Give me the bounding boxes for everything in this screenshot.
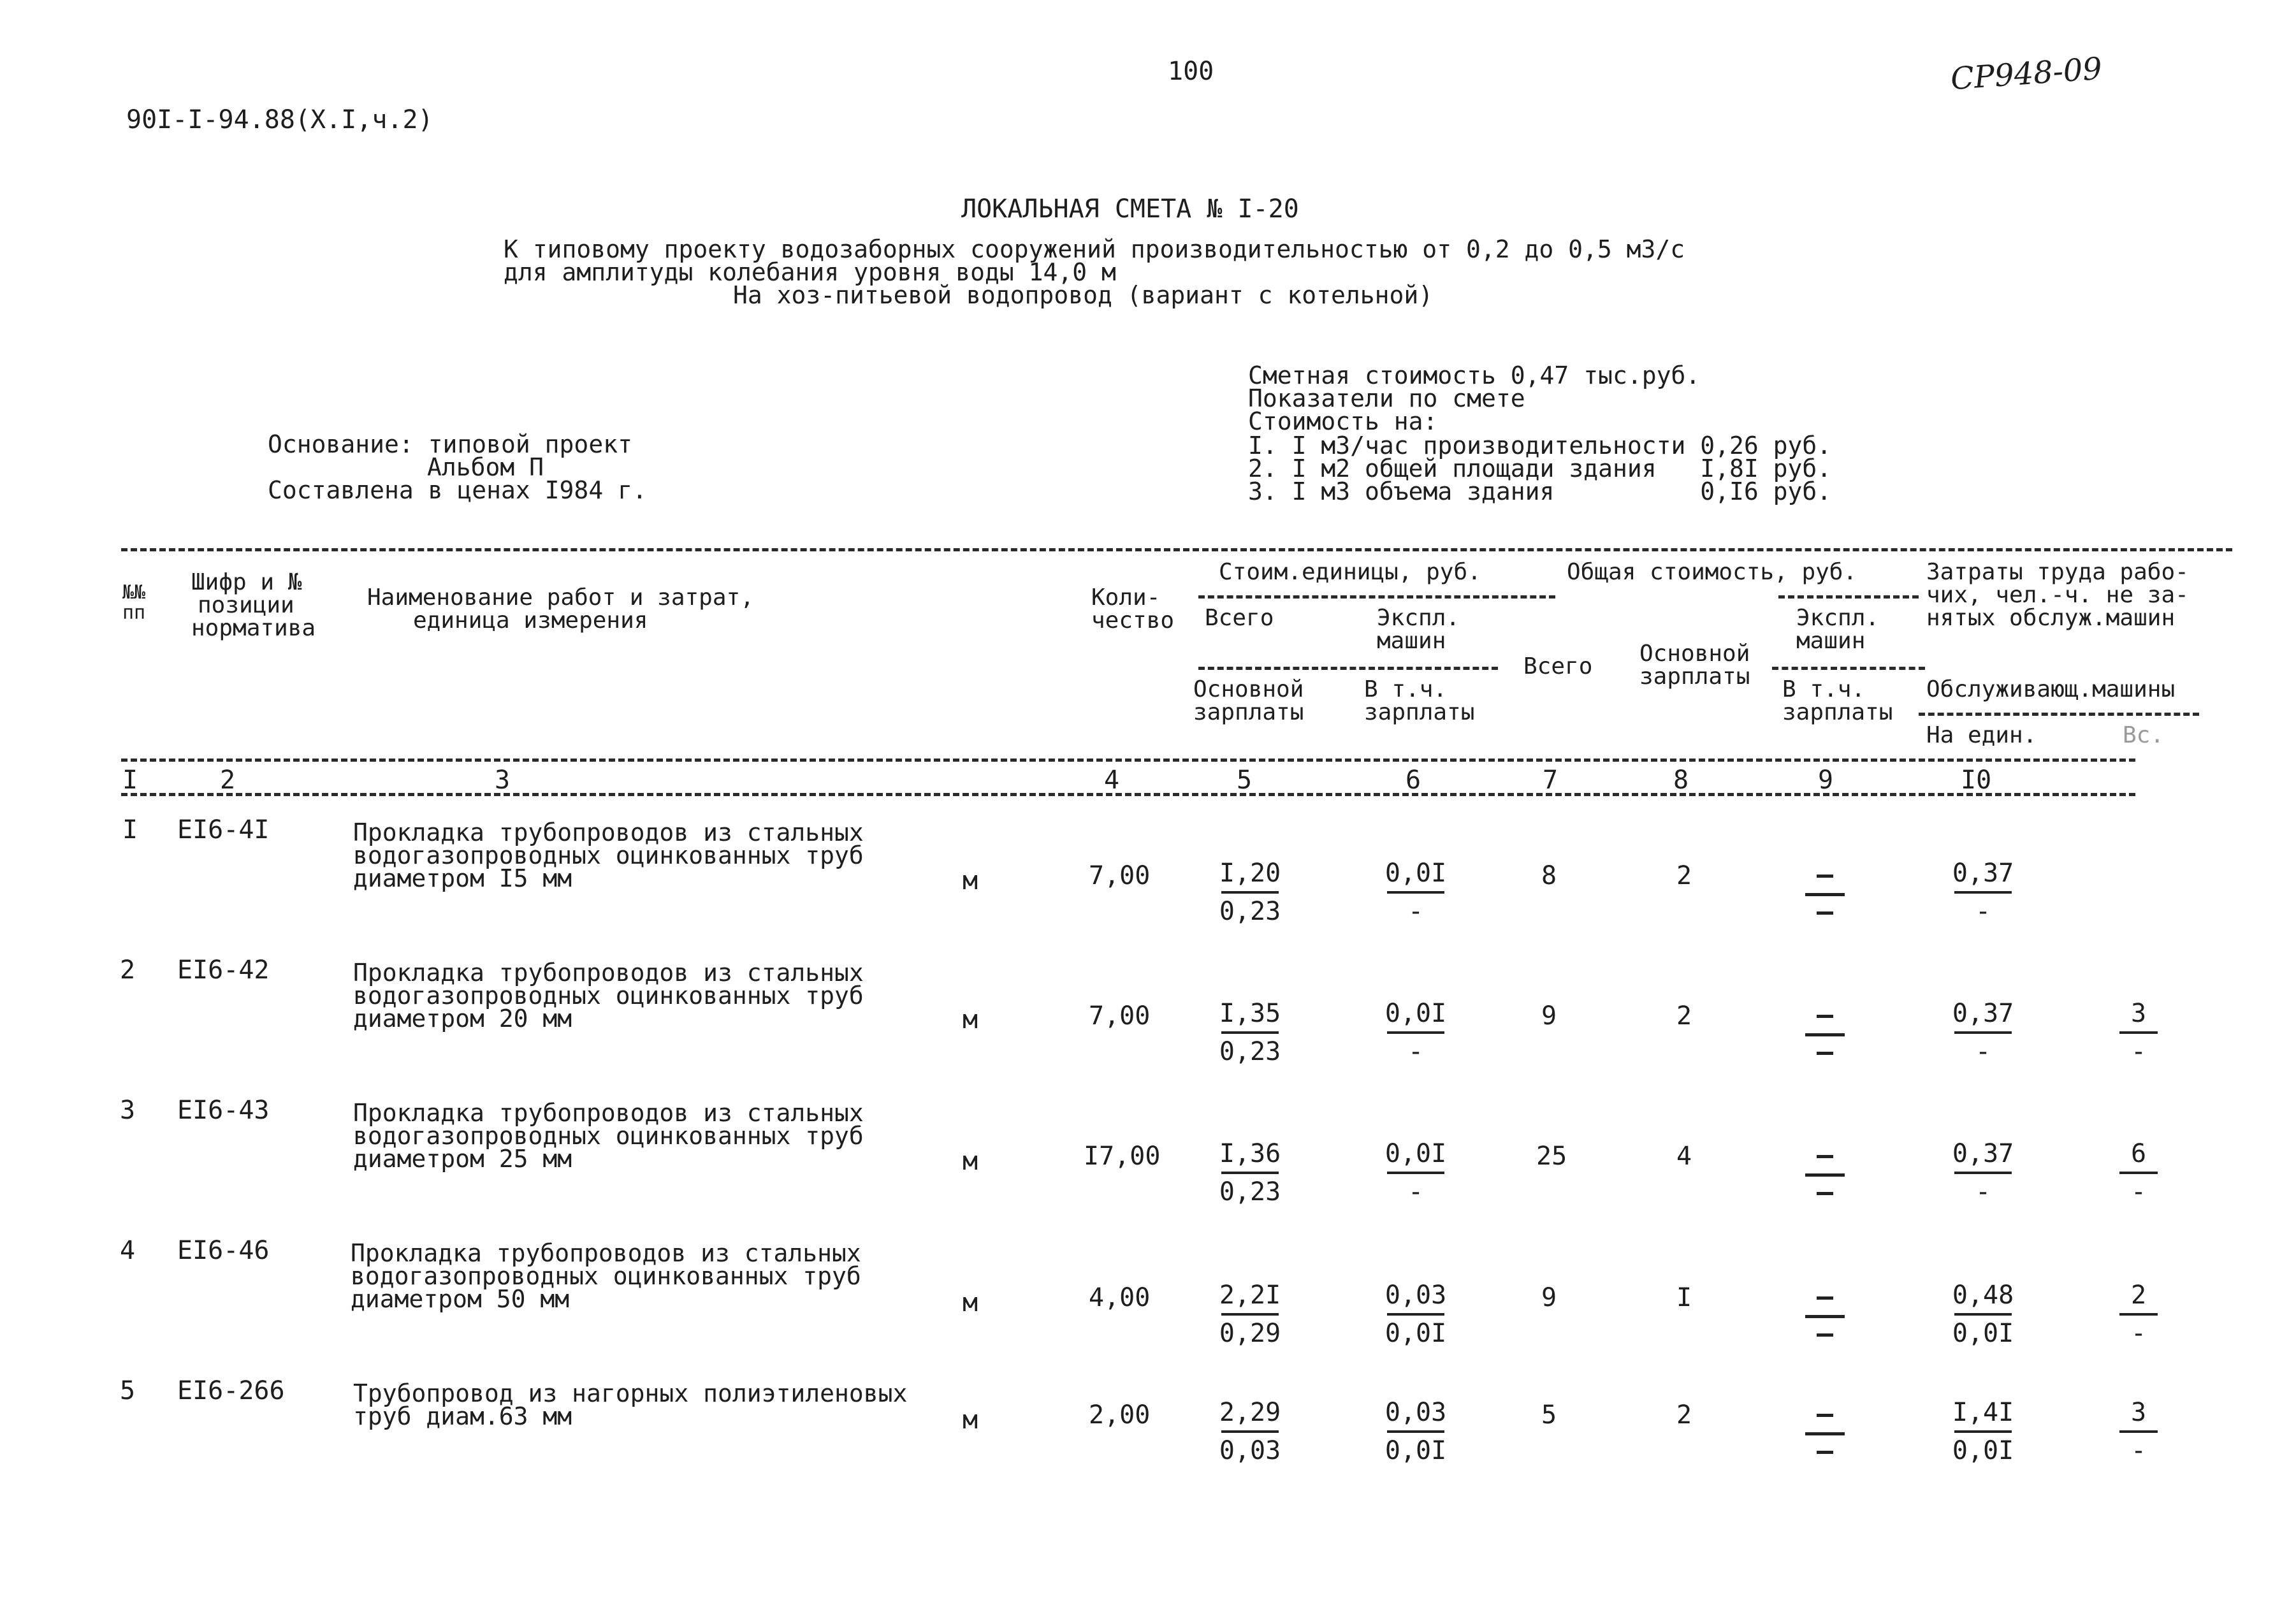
unit-machines-header: Экспл. машин bbox=[1377, 605, 1460, 654]
colnum-8: 8 bbox=[1673, 766, 1689, 795]
colnum-6: 6 bbox=[1406, 766, 1421, 795]
row-5-total: 5 bbox=[1541, 1400, 1557, 1430]
colnum-4: 4 bbox=[1104, 766, 1120, 795]
basis-line-3: Составлена в ценах I984 г. bbox=[268, 476, 647, 504]
row-4-qty: 4,00 bbox=[1089, 1283, 1151, 1312]
unit-total-header: Всего bbox=[1205, 605, 1274, 631]
row-3-total: 25 bbox=[1536, 1142, 1567, 1171]
labor-header: Затраты труда рабо- чих, чел.-ч. не за- нятых обслуж.машин bbox=[1926, 559, 2189, 631]
row-3-total-machines bbox=[1803, 1155, 1847, 1195]
row-2-basic: 2 bbox=[1676, 1001, 1692, 1031]
row-3-code: EI6-43 bbox=[177, 1096, 270, 1125]
col1-header: №№ пп bbox=[122, 581, 146, 624]
row-1-qty: 7,00 bbox=[1089, 861, 1151, 890]
subtitle-line-1: К типовому проекту водозаборных сооружений производительностью от 0,2 до 0,5 м3/с bbox=[504, 235, 1685, 263]
total-wage-rule bbox=[1772, 667, 1925, 670]
document-code: 90I-I-94.88(X.I,ч.2) bbox=[126, 105, 433, 134]
row-4-basic: I bbox=[1676, 1283, 1692, 1312]
row-1-number: I bbox=[122, 815, 138, 845]
total-cost-header: Общая стоимость, руб. bbox=[1567, 559, 1857, 585]
header-bottom-rule bbox=[121, 793, 2135, 796]
row-1-machines: 0,0I - bbox=[1384, 859, 1447, 926]
row-5-qty: 2,00 bbox=[1089, 1400, 1151, 1430]
labor-machines-header: Обслуживающ.машины bbox=[1926, 676, 2176, 702]
row-2-number: 2 bbox=[120, 955, 136, 985]
row-2-code: EI6-42 bbox=[177, 955, 270, 985]
row-4-unit: м bbox=[963, 1288, 978, 1318]
row-2-unit-cost: I,35 0,23 bbox=[1219, 999, 1281, 1066]
total-short-header: Вс. bbox=[2123, 722, 2165, 748]
colnum-2: 2 bbox=[220, 766, 236, 795]
col4-header: Коли- чество bbox=[1091, 584, 1175, 634]
row-5-basic: 2 bbox=[1676, 1400, 1692, 1430]
estimate-cost: Сметная стоимость 0,47 тыс.руб. bbox=[1248, 361, 1701, 389]
row-2-total: 9 bbox=[1541, 1001, 1557, 1031]
row-5-unit: м bbox=[963, 1405, 978, 1435]
row-4-name: Прокладка трубопроводов из стальных водогазопроводных оцинкованных труб диаметром 50 мм bbox=[351, 1239, 861, 1313]
col3-header: Наименование работ и затрат, единица измерения bbox=[367, 584, 754, 634]
row-3-labor-total: 6 - bbox=[2116, 1140, 2161, 1206]
row-3-unit: м bbox=[963, 1147, 978, 1176]
handwritten-code: СР948-09 bbox=[1949, 50, 2103, 98]
row-4-unit-cost: 2,2I 0,29 bbox=[1219, 1281, 1281, 1348]
row-3-qty: I7,00 bbox=[1084, 1142, 1161, 1171]
row-1-basic: 2 bbox=[1676, 861, 1692, 890]
unit-incl-wage-header: В т.ч. зарплаты bbox=[1364, 676, 1475, 725]
row-1-total-machines bbox=[1803, 875, 1847, 915]
colnum-9: 9 bbox=[1818, 766, 1834, 795]
row-3-basic: 4 bbox=[1676, 1142, 1692, 1171]
row-1-total: 8 bbox=[1541, 861, 1557, 890]
subtitle-line-2: для амплитуды колебания уровня воды 14,0 м bbox=[504, 258, 1116, 286]
row-1-unit-cost: I,20 0,23 bbox=[1219, 859, 1281, 926]
row-4-total-machines bbox=[1803, 1296, 1847, 1337]
unit-cost-rule bbox=[1198, 595, 1555, 599]
total-incl-wage-header: В т.ч. зарплаты bbox=[1782, 676, 1893, 725]
colnum-1: I bbox=[122, 766, 138, 795]
indicator-1: I. I м3/час производительности 0,26 руб. bbox=[1248, 432, 1832, 460]
col2-header: Шифр и № позиции норматива bbox=[191, 569, 316, 641]
colnum-10: I0 bbox=[1961, 766, 1992, 795]
unit-cost-header: Стоим.единицы, руб. bbox=[1219, 559, 1481, 585]
header-top-rule bbox=[121, 548, 2232, 551]
row-4-labor-total: 2 - bbox=[2116, 1281, 2161, 1347]
row-5-name: Трубопровод из нагорных полиэтиленовых труб диам.63 мм bbox=[353, 1379, 908, 1430]
basis-line-1: Основание: типовой проект bbox=[268, 430, 632, 458]
estimate-title: ЛОКАЛЬНАЯ СМЕТА № I-20 bbox=[961, 194, 1299, 224]
per-unit-header: На един. bbox=[1926, 722, 2037, 748]
colnum-5: 5 bbox=[1237, 766, 1253, 795]
row-4-labor-unit: 0,48 0,0I bbox=[1952, 1281, 2014, 1348]
row-1-unit: м bbox=[963, 866, 978, 896]
row-4-code: EI6-46 bbox=[177, 1236, 270, 1265]
row-5-code: EI6-266 bbox=[177, 1376, 285, 1405]
colnum-7: 7 bbox=[1543, 766, 1559, 795]
basis-line-2: Альбом П bbox=[427, 453, 544, 481]
row-3-number: 3 bbox=[120, 1096, 136, 1125]
unit-basic-wage-header: Основной зарплаты bbox=[1193, 676, 1304, 725]
labor-sub-rule bbox=[1919, 713, 2199, 716]
row-5-labor-unit: I,4I 0,0I bbox=[1952, 1398, 2014, 1465]
cost-on-label: Стоимость на: bbox=[1248, 407, 1438, 435]
indicator-2: 2. I м2 общей площади здания I,8I руб. bbox=[1248, 454, 1832, 483]
row-3-labor-unit: 0,37 - bbox=[1952, 1139, 2014, 1207]
row-2-qty: 7,00 bbox=[1089, 1001, 1151, 1031]
row-2-total-machines bbox=[1803, 1015, 1847, 1055]
row-1-name: Прокладка трубопроводов из стальных водогазопроводных оцинкованных труб диаметром I5 мм bbox=[353, 818, 864, 892]
row-3-machines: 0,0I - bbox=[1384, 1139, 1447, 1207]
page-number: 100 bbox=[1168, 57, 1214, 86]
total-all-header: Всего bbox=[1523, 653, 1593, 679]
row-2-machines: 0,0I - bbox=[1384, 999, 1447, 1066]
row-5-total-machines bbox=[1803, 1414, 1847, 1454]
row-3-name: Прокладка трубопроводов из стальных водогазопроводных оцинкованных труб диаметром 25 мм bbox=[353, 1099, 864, 1173]
row-1-labor-unit: 0,37 - bbox=[1952, 859, 2014, 926]
row-4-number: 4 bbox=[120, 1236, 136, 1265]
row-2-labor-unit: 0,37 - bbox=[1952, 999, 2014, 1066]
row-4-machines: 0,03 0,0I bbox=[1384, 1281, 1447, 1348]
colnum-3: 3 bbox=[495, 766, 511, 795]
header-mid-rule bbox=[121, 759, 2135, 762]
row-1-code: EI6-4I bbox=[177, 815, 270, 845]
row-3-unit-cost: I,36 0,23 bbox=[1219, 1139, 1281, 1207]
total-basic-header: Основной зарплаты bbox=[1639, 641, 1750, 690]
total-machines-rule bbox=[1778, 595, 1919, 599]
indicators-title: Показатели по смете bbox=[1248, 384, 1525, 412]
row-2-labor-total: 3 - bbox=[2116, 999, 2161, 1066]
subtitle-line-3: На хоз-питьевой водопровод (вариант с котельной) bbox=[733, 281, 1434, 309]
total-machines-header: Экспл. машин bbox=[1796, 605, 1880, 654]
row-5-number: 5 bbox=[120, 1376, 136, 1405]
row-5-labor-total: 3 - bbox=[2116, 1398, 2161, 1465]
row-4-total: 9 bbox=[1541, 1283, 1557, 1312]
indicator-3: 3. I м3 объема здания 0,I6 руб. bbox=[1248, 477, 1832, 505]
row-2-name: Прокладка трубопроводов из стальных водогазопроводных оцинкованных труб диаметром 20 мм bbox=[353, 959, 864, 1033]
row-5-machines: 0,03 0,0I bbox=[1384, 1398, 1447, 1465]
unit-wage-rule bbox=[1198, 667, 1498, 670]
row-5-unit-cost: 2,29 0,03 bbox=[1219, 1398, 1281, 1465]
row-2-unit: м bbox=[963, 1005, 978, 1035]
